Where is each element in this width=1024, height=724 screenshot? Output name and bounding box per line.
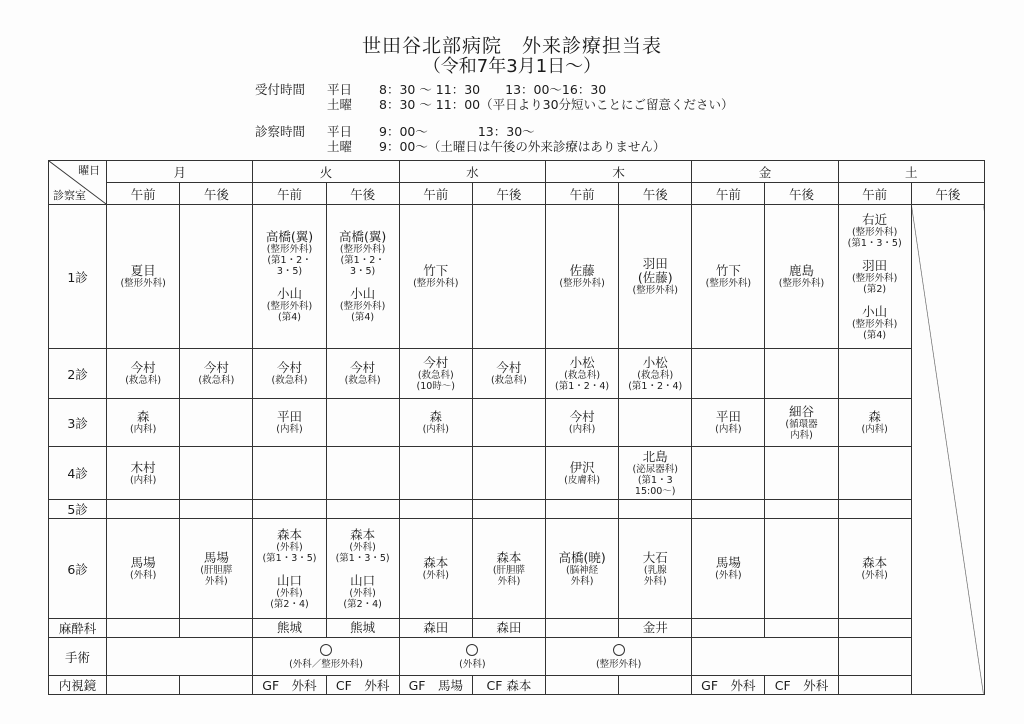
row-label-room5: 5診 bbox=[49, 500, 107, 519]
consult-saturday-time: 9：00〜（土曜日は午後の外来診療はありません） bbox=[379, 139, 666, 154]
circle-mark-icon bbox=[613, 644, 625, 656]
cell-thu-am-6: 高橋(暁) (脳神経 外科) bbox=[546, 519, 619, 619]
cell-tue-am-3: 平田 (内科) bbox=[253, 399, 326, 447]
cell-fri-am-2 bbox=[692, 349, 765, 399]
cell-wed-pm-anes: 森田 bbox=[472, 619, 545, 638]
cell-tue-am-4 bbox=[253, 447, 326, 500]
weekday-label: 平日 bbox=[327, 82, 353, 97]
cell-wed-pm-6: 森本 (肝胆膵 外科) bbox=[472, 519, 545, 619]
saturday-label: 土曜 bbox=[327, 97, 353, 112]
saturday-label: 土曜 bbox=[327, 139, 353, 154]
cell-thu-pm-4: 北島 (泌尿器科) (第1・3 15:00〜) bbox=[619, 447, 692, 500]
cell-mon-am-1: 夏目 (整形外科) bbox=[107, 205, 180, 349]
cell-thu-pm-3 bbox=[619, 399, 692, 447]
sat-pm-closed-cell bbox=[911, 205, 984, 695]
cell-sat-am-3: 森 (内科) bbox=[838, 399, 911, 447]
pm-header: 午後 bbox=[472, 183, 545, 205]
day-header-mon: 月 bbox=[107, 161, 253, 183]
cell-tue-pm-6: 森本 (外科) (第1・3・5) 山口 (外科) (第2・4) bbox=[326, 519, 399, 619]
pm-header: 午後 bbox=[765, 183, 838, 205]
cell-wed-am-6: 森本 (外科) bbox=[399, 519, 472, 619]
cell-fri-am-endo: GF 外科 bbox=[692, 676, 765, 695]
cell-sat-am-1: 右近 (整形外科) (第1・3・5) 羽田 (整形外科) (第2) 小山 (整形外科) (第4) bbox=[838, 205, 911, 349]
cell-thu-pm-2: 小松 (救急科) (第1・2・4) bbox=[619, 349, 692, 399]
cell-tue-am-1: 高橋(翼) (整形外科) (第1・2・ 3・5) 小山 (整形外科) (第4) bbox=[253, 205, 326, 349]
pm-header: 午後 bbox=[180, 183, 253, 205]
day-header-sat: 土 bbox=[838, 161, 984, 183]
row-label-room3: 3診 bbox=[49, 399, 107, 447]
consult-label: 診察時間 bbox=[255, 124, 306, 139]
cell-tue-am-6: 森本 (外科) (第1・3・5) 山口 (外科) (第2・4) bbox=[253, 519, 326, 619]
row-label-surgery: 手術 bbox=[49, 638, 107, 676]
cell-mon-pm-6: 馬場 (肝胆膵 外科) bbox=[180, 519, 253, 619]
cell-mon-pm-2: 今村 (救急科) bbox=[180, 349, 253, 399]
am-header: 午前 bbox=[399, 183, 472, 205]
cell-thu-am-4: 伊沢 (皮膚科) bbox=[546, 447, 619, 500]
cell-tue-pm-1: 高橋(翼) (整形外科) (第1・2・ 3・5) 小山 (整形外科) (第4) bbox=[326, 205, 399, 349]
day-header-wed: 水 bbox=[399, 161, 545, 183]
page-title: 世田谷北部病院 外来診療担当表 bbox=[361, 35, 662, 57]
row-label-endoscopy: 内視鏡 bbox=[49, 676, 107, 695]
cell-thu-pm-anes: 金井 bbox=[619, 619, 692, 638]
cell-wed-am-anes: 森田 bbox=[399, 619, 472, 638]
schedule-table bbox=[48, 160, 985, 695]
cell-wed-pm-3 bbox=[472, 399, 545, 447]
cell-fri-am-6: 馬場 (外科) bbox=[692, 519, 765, 619]
reception-saturday-time: 8：30 〜 11：00（平日より30分短いことにご留意ください） bbox=[379, 97, 734, 112]
row-label-room6: 6診 bbox=[49, 519, 107, 619]
consult-weekday-line bbox=[255, 124, 535, 139]
corner-header bbox=[49, 161, 107, 205]
pm-header: 午後 bbox=[911, 183, 984, 205]
cell-fri-am-1: 竹下 (整形外科) bbox=[692, 205, 765, 349]
cell-fri-pm-1: 鹿島 (整形外科) bbox=[765, 205, 838, 349]
cell-sat-am-2 bbox=[838, 349, 911, 399]
consult-weekday-time: 9：00〜 13：30〜 bbox=[379, 124, 535, 139]
am-header: 午前 bbox=[253, 183, 326, 205]
cell-thu-surgery: (整形外科) bbox=[546, 638, 692, 676]
cell-sat-am-6: 森本 (外科) bbox=[838, 519, 911, 619]
cell-mon-am-2: 今村 (救急科) bbox=[107, 349, 180, 399]
cell-mon-am-6: 馬場 (外科) bbox=[107, 519, 180, 619]
cell-mon-am-3: 森 (内科) bbox=[107, 399, 180, 447]
cell-wed-pm-1 bbox=[472, 205, 545, 349]
cell-thu-pm-6: 大石 (乳腺 外科) bbox=[619, 519, 692, 619]
cell-tue-surgery: (外科／整形外科) bbox=[253, 638, 399, 676]
weekday-label: 平日 bbox=[327, 124, 353, 139]
cell-thu-am-2: 小松 (救急科) (第1・2・4) bbox=[546, 349, 619, 399]
am-header: 午前 bbox=[692, 183, 765, 205]
cell-wed-am-endo: GF 馬場 bbox=[399, 676, 472, 695]
cell-fri-pm-4 bbox=[765, 447, 838, 500]
cell-thu-am-1: 佐藤 (整形外科) bbox=[546, 205, 619, 349]
row-label-anesthesiology: 麻酔科 bbox=[49, 619, 107, 638]
cell-tue-am-anes: 熊城 bbox=[253, 619, 326, 638]
effective-date: （令和7年3月1日〜） bbox=[422, 56, 602, 77]
cell-fri-am-4 bbox=[692, 447, 765, 500]
cell-fri-am-3: 平田 (内科) bbox=[692, 399, 765, 447]
day-header-thu: 木 bbox=[546, 161, 692, 183]
am-header: 午前 bbox=[107, 183, 180, 205]
cell-tue-pm-3 bbox=[326, 399, 399, 447]
consult-saturday-line bbox=[255, 139, 665, 154]
cell-wed-am-4 bbox=[399, 447, 472, 500]
row-label-room1: 1診 bbox=[49, 205, 107, 349]
reception-weekday-time: 8：30 〜 11：30 13：00〜16：30 bbox=[379, 82, 607, 97]
row-label-room2: 2診 bbox=[49, 349, 107, 399]
cell-mon-pm-3 bbox=[180, 399, 253, 447]
cell-fri-pm-2 bbox=[765, 349, 838, 399]
cell-tue-pm-2: 今村 (救急科) bbox=[326, 349, 399, 399]
room-header-label: 診察室 bbox=[53, 189, 86, 202]
day-header-fri: 金 bbox=[692, 161, 838, 183]
cell-sat-am-4 bbox=[838, 447, 911, 500]
row-label-room4: 4診 bbox=[49, 447, 107, 500]
cell-mon-am-4: 木村 (内科) bbox=[107, 447, 180, 500]
reception-weekday-line bbox=[255, 82, 606, 97]
cell-thu-am-3: 今村 (内科) bbox=[546, 399, 619, 447]
cell-tue-pm-anes: 熊城 bbox=[326, 619, 399, 638]
cell-wed-pm-endo: CF 森本 bbox=[472, 676, 545, 695]
cell-wed-am-1: 竹下 (整形外科) bbox=[399, 205, 472, 349]
cell-fri-pm-6 bbox=[765, 519, 838, 619]
cell-wed-pm-4 bbox=[472, 447, 545, 500]
cell-tue-am-endo: GF 外科 bbox=[253, 676, 326, 695]
am-header: 午前 bbox=[546, 183, 619, 205]
day-header-tue: 火 bbox=[253, 161, 399, 183]
weekday-header-label: 曜日 bbox=[78, 164, 101, 177]
cell-tue-pm-endo: CF 外科 bbox=[326, 676, 399, 695]
cell-tue-pm-4 bbox=[326, 447, 399, 500]
cell-mon-pm-1 bbox=[180, 205, 253, 349]
cell-wed-am-3: 森 (内科) bbox=[399, 399, 472, 447]
circle-mark-icon bbox=[466, 644, 478, 656]
am-header: 午前 bbox=[838, 183, 911, 205]
cell-tue-am-2: 今村 (救急科) bbox=[253, 349, 326, 399]
pm-header: 午後 bbox=[326, 183, 399, 205]
reception-label: 受付時間 bbox=[255, 82, 306, 97]
cell-wed-am-2: 今村 (救急科) (10時〜) bbox=[399, 349, 472, 399]
cell-fri-pm-endo: CF 外科 bbox=[765, 676, 838, 695]
pm-header: 午後 bbox=[619, 183, 692, 205]
cell-mon-pm-4 bbox=[180, 447, 253, 500]
cell-wed-surgery: (外科) bbox=[399, 638, 545, 676]
reception-saturday-line bbox=[255, 97, 734, 112]
cell-fri-pm-3: 細谷 (循環器 内科) bbox=[765, 399, 838, 447]
circle-mark-icon bbox=[320, 644, 332, 656]
cell-thu-pm-1: 羽田 (佐藤) (整形外科) bbox=[619, 205, 692, 349]
cell-wed-pm-2: 今村 (救急科) bbox=[472, 349, 545, 399]
